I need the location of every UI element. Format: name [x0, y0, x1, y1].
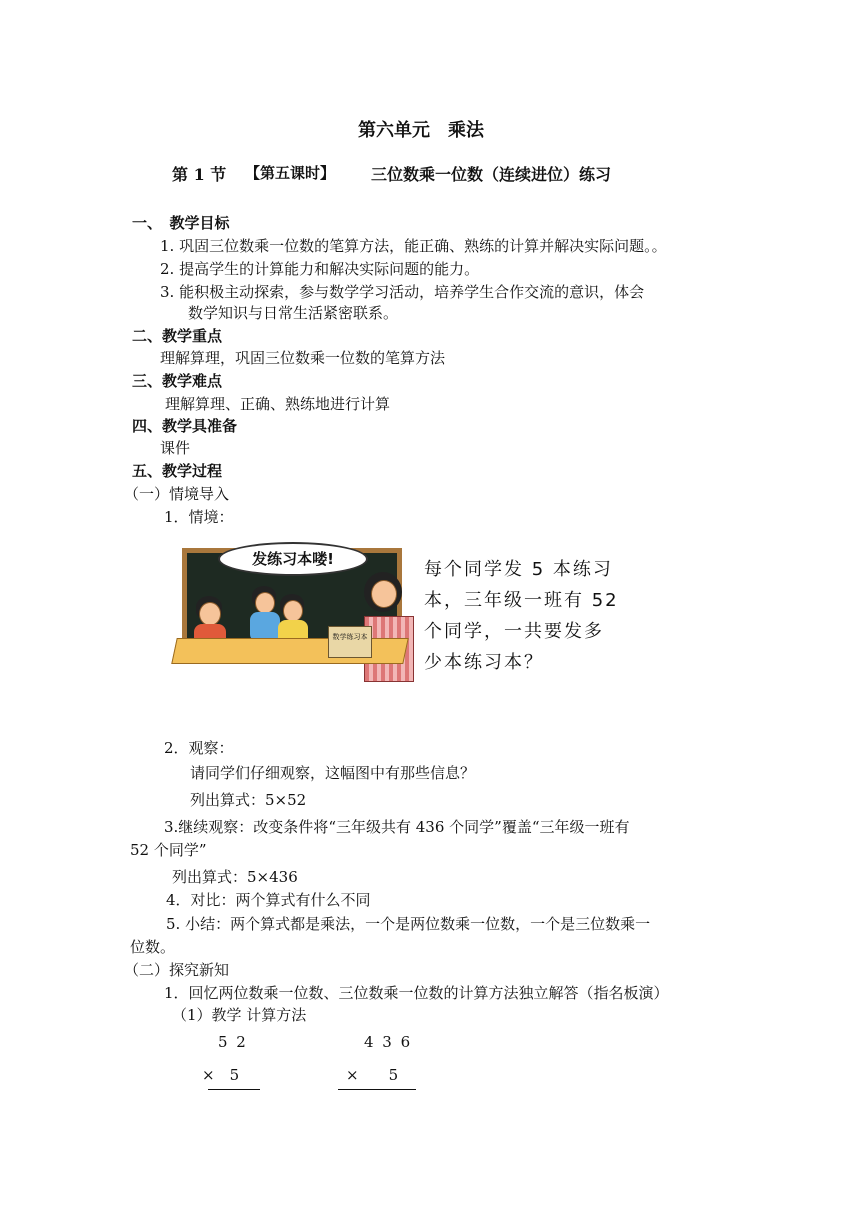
goal-2: 2. 提高学生的计算能力和解决实际问题的能力。 — [160, 260, 480, 278]
speech-banner: 发练习本喽! — [218, 542, 368, 576]
desk — [171, 638, 409, 664]
explore-step-1: 1．回忆两位数乘一位数、三位数乘一位数的计算方法独立解答（指名板演） — [164, 984, 669, 1002]
step-continue-cont: 52 个同学” — [130, 841, 207, 859]
heading-materials: 四、教学具准备 — [132, 417, 238, 435]
teacher-head — [371, 580, 397, 608]
heading-difficulties: 三、教学难点 — [132, 372, 223, 390]
question-line: 个同学，一共要发多 — [424, 621, 604, 642]
kid-head — [283, 600, 303, 622]
goal-3-cont: 数学知识与日常生活紧密联系。 — [188, 304, 399, 322]
step-scene: 1．情境： — [164, 508, 234, 526]
question-line: 每个同学发 5 本练习 — [424, 559, 613, 580]
box-label: 数学练习本 — [332, 633, 368, 641]
heading-goals: 一、 教学目标 — [132, 214, 230, 232]
question-line: 少本练习本？ — [424, 652, 544, 673]
goal-1: 1. 巩固三位数乘一位数的笔算方法，能正确、熟练的计算并解决实际问题。。 — [160, 237, 667, 255]
scene-question — [424, 554, 654, 678]
materials-text: 课件 — [160, 439, 191, 457]
kid-head — [199, 602, 221, 626]
lesson-topic: 三位数乘一位数（连续进位）练习 — [371, 165, 612, 184]
notebook-box — [328, 626, 372, 658]
classroom-illustration — [168, 530, 658, 690]
lesson-section: 第 1 节 — [172, 165, 227, 184]
step-observe: 2．观察： — [164, 739, 234, 757]
step-compare: 4．对比：两个算式有什么不同 — [166, 891, 371, 909]
explore-step-1a: （1）教学 计算方法 — [172, 1006, 307, 1024]
lesson-period: 【第五课时】 — [245, 164, 336, 182]
part-explore: （二）探究新知 — [124, 961, 230, 979]
step-summary-cont: 位数。 — [130, 938, 176, 956]
calc-1-rule — [208, 1089, 260, 1090]
formula-1: 列出算式：5×52 — [190, 791, 307, 809]
step-summary: 5. 小结：两个算式都是乘法，一个是两位数乘一位数，一个是三位数乘一 — [166, 915, 651, 933]
heading-key-points: 二、教学重点 — [132, 327, 223, 345]
calc-2-bottom: × 5 — [346, 1066, 399, 1084]
key-points-text: 理解算理，巩固三位数乘一位数的笔算方法 — [160, 349, 446, 367]
question-line: 本，三年级一班有 52 — [424, 590, 619, 611]
step-continue: 3.继续观察：改变条件将“三年级共有 436 个同学”覆盖“三年级一班有 — [164, 818, 630, 836]
goal-3: 3. 能积极主动探索，参与数学学习活动，培养学生合作交流的意识，体会 — [160, 283, 645, 301]
observe-question: 请同学们仔细观察，这幅图中有那些信息？ — [190, 764, 476, 782]
calc-2-top: 4 3 6 — [364, 1033, 413, 1051]
kid-head — [255, 592, 275, 614]
calc-1-top: 5 2 — [218, 1033, 248, 1051]
calc-1-bottom: × 5 — [202, 1066, 240, 1084]
difficulties-text: 理解算理、正确、熟练地进行计算 — [165, 395, 391, 413]
formula-2: 列出算式：5×436 — [172, 868, 298, 886]
part-intro: （一）情境导入 — [124, 485, 230, 503]
heading-process: 五、教学过程 — [132, 462, 223, 480]
page-title: 第六单元 乘法 — [358, 120, 484, 141]
calc-2-rule — [338, 1089, 416, 1090]
